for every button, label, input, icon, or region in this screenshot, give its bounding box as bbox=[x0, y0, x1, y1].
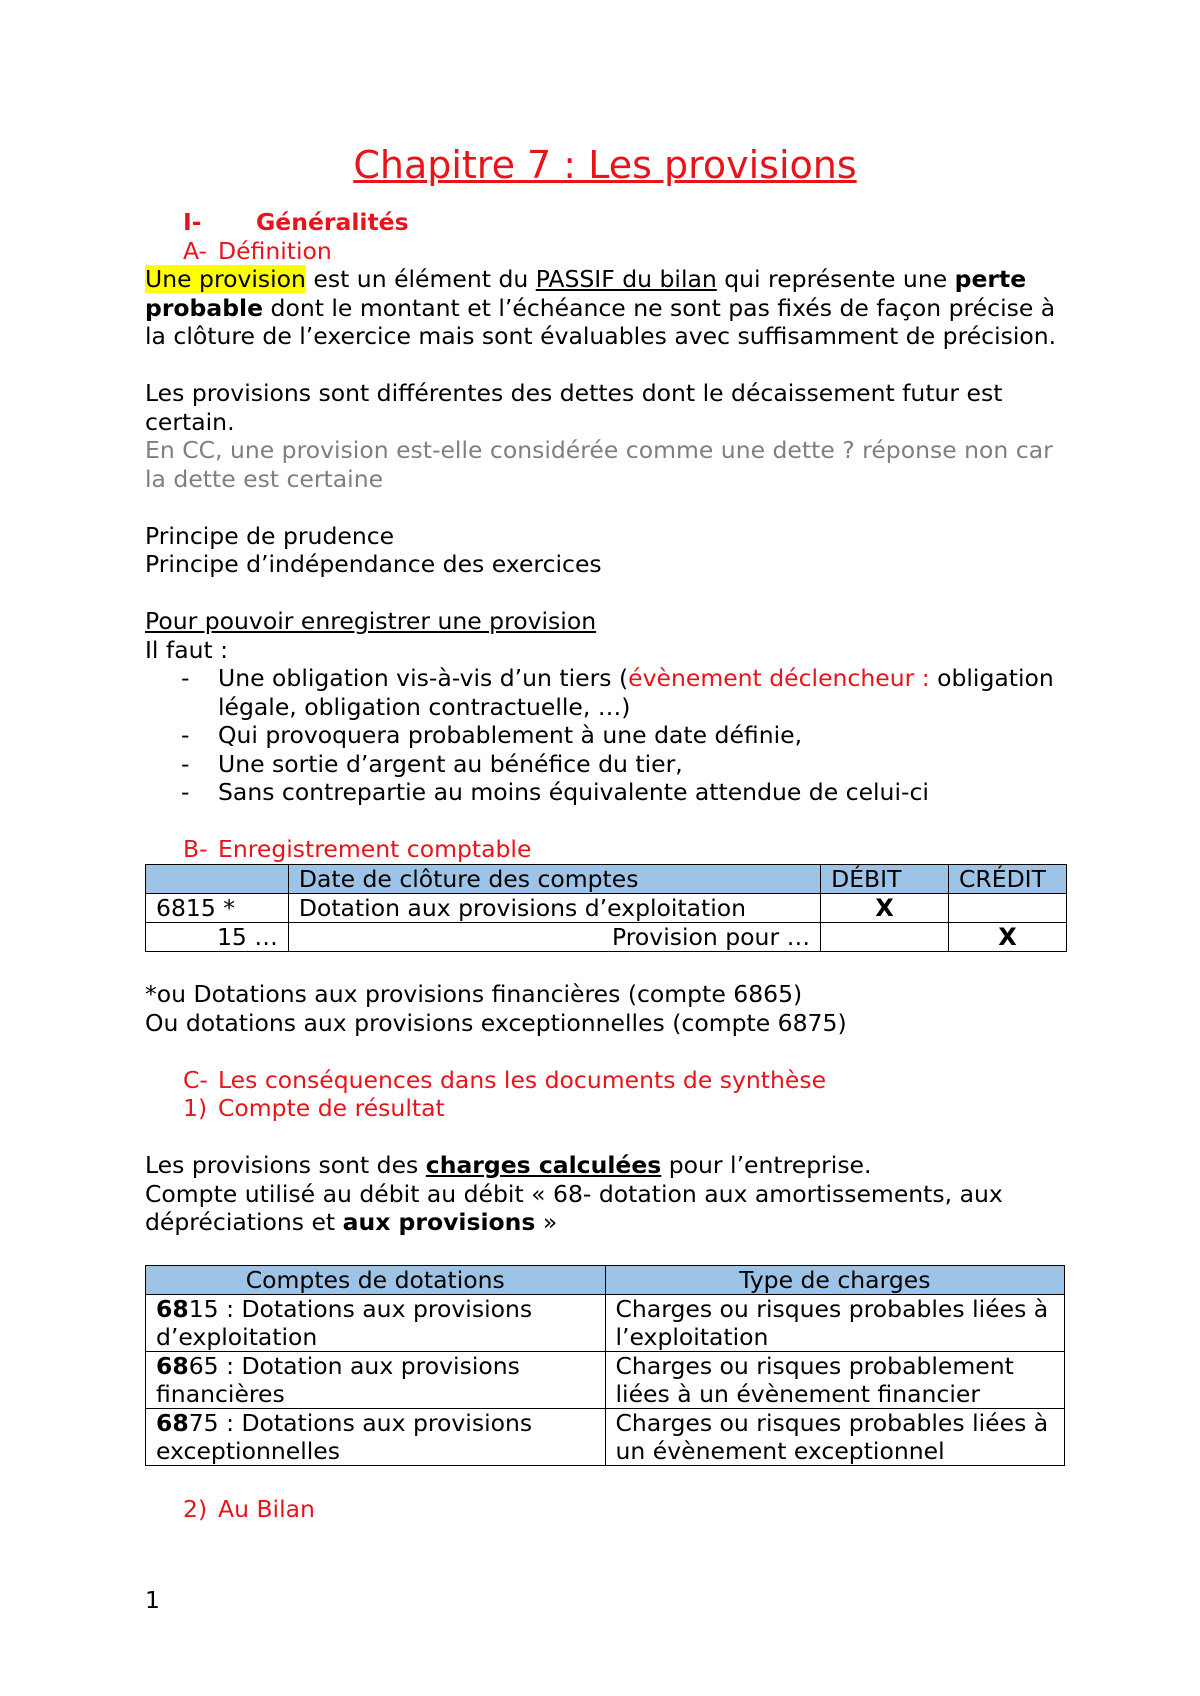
il-faut: Il faut : bbox=[145, 635, 229, 664]
table-header-row bbox=[146, 864, 1067, 893]
underlined-term: PASSIF du bilan bbox=[535, 265, 717, 293]
principle-independence: Principe d’indépendance des exercices bbox=[145, 550, 602, 578]
subheading-enregistrement bbox=[145, 835, 1065, 864]
account-cell bbox=[146, 1295, 606, 1352]
bold-underlined-term: charges calculées bbox=[425, 1151, 662, 1179]
credit-cell: X bbox=[949, 922, 1067, 951]
charges-paragraph bbox=[145, 1151, 1065, 1180]
account-prefix: 68 bbox=[156, 1295, 189, 1323]
compte-paragraph bbox=[145, 1180, 1065, 1237]
subheading-number: 2) bbox=[183, 1494, 208, 1523]
account-label: 15 : Dotations aux provisions d’exploitation bbox=[156, 1295, 533, 1351]
table-header-cell: Date de clôture des comptes bbox=[288, 864, 820, 893]
list-item: - Une sortie d’argent au bénéfice du tier, bbox=[218, 750, 1065, 779]
text-run: qui représente une bbox=[716, 265, 955, 293]
subheading-bilan bbox=[145, 1495, 1065, 1524]
subheading-label: Enregistrement comptable bbox=[218, 835, 532, 863]
page-title: Chapitre 7 : Les provisions bbox=[353, 143, 857, 187]
subheading-number: 1) bbox=[183, 1094, 208, 1122]
list-item bbox=[218, 664, 1065, 721]
list-item: - Qui provoquera probablement à une date définie, bbox=[218, 721, 1065, 750]
text-run: obligation légale, obligation contractuelle, …) bbox=[218, 664, 1054, 721]
account-cell: 6815 * bbox=[146, 893, 289, 922]
subheading-number: C- bbox=[183, 1065, 208, 1094]
text-run: Les provisions sont des bbox=[145, 1151, 426, 1179]
type-cell: Charges ou risques probables liées à un évènement exceptionnel bbox=[605, 1409, 1064, 1466]
text-run: dont le montant et l’échéance ne sont pas fixés de façon précise à la clôture de l’exercice mais sont évaluables avec suffisamment de précision. bbox=[145, 293, 1057, 350]
table-row bbox=[146, 893, 1067, 922]
principle-prudence: Principe de prudence bbox=[145, 521, 395, 550]
highlighted-term: Une provision bbox=[145, 265, 306, 293]
subheading-label: Compte de résultat bbox=[218, 1094, 445, 1122]
section-heading-generalites bbox=[145, 208, 1065, 237]
cc-note: En CC, une provision est-elle considérée comme une dette ? réponse non car la dette est certaine bbox=[145, 436, 1053, 493]
debit-cell bbox=[821, 922, 949, 951]
subheading-number: A- bbox=[183, 236, 208, 265]
table-header-cell: CRÉDIT bbox=[949, 864, 1067, 893]
debit-cell: X bbox=[821, 893, 949, 922]
type-cell: Charges ou risques probablement liées à un évènement financier bbox=[605, 1352, 1064, 1409]
table-header-row bbox=[146, 1266, 1065, 1295]
table-row bbox=[146, 1295, 1065, 1352]
subheading-label: Définition bbox=[218, 236, 332, 265]
text-run: » bbox=[535, 1208, 558, 1236]
account-cell bbox=[146, 1352, 606, 1409]
account-label: 75 : Dotations aux provisions exceptionnelles bbox=[156, 1409, 533, 1465]
table-row bbox=[146, 1352, 1065, 1409]
table-header-cell: DÉBIT bbox=[821, 864, 949, 893]
account-cell: 15 … bbox=[146, 922, 289, 951]
subheading-compte-resultat bbox=[145, 1094, 1065, 1123]
subheading-definition bbox=[145, 237, 1065, 266]
dotations-table bbox=[145, 1265, 1065, 1466]
subheading-consequences bbox=[145, 1066, 1065, 1095]
table-header-cell: Type de charges bbox=[605, 1266, 1064, 1295]
bold-term: perte probable bbox=[145, 265, 1027, 322]
bold-term: aux provisions bbox=[342, 1208, 536, 1236]
conditions-list bbox=[145, 664, 1065, 807]
table-row bbox=[146, 1409, 1065, 1466]
text-run: pour l’entreprise. bbox=[661, 1151, 872, 1179]
record-heading: Pour pouvoir enregistrer une provision bbox=[145, 607, 597, 635]
account-prefix: 68 bbox=[156, 1352, 189, 1380]
text-run: Une obligation vis-à-vis d’un tiers ( bbox=[218, 664, 629, 692]
subheading-label: Au Bilan bbox=[218, 1494, 315, 1523]
subheading-label: Les conséquences dans les documents de synthèse bbox=[218, 1065, 827, 1094]
type-cell: Charges ou risques probables liées à l’exploitation bbox=[605, 1295, 1064, 1352]
dettes-paragraph: Les provisions sont différentes des dettes dont le décaissement futur est certain. bbox=[145, 379, 1003, 436]
footnote-financieres: *ou Dotations aux provisions financières (compte 6865) bbox=[145, 980, 803, 1008]
document-page bbox=[145, 140, 1065, 1523]
text-run: Compte utilisé au débit au débit « 68- dotation aux amortissements, aux dépréciations et bbox=[145, 1179, 1003, 1236]
label-cell: Dotation aux provisions d’exploitation bbox=[288, 893, 820, 922]
text-run: est un élément du bbox=[305, 265, 536, 293]
credit-cell bbox=[949, 893, 1067, 922]
section-number: I- bbox=[183, 208, 202, 236]
table-row bbox=[146, 922, 1067, 951]
journal-table bbox=[145, 864, 1067, 952]
red-text: évènement déclencheur : bbox=[628, 664, 930, 692]
account-cell bbox=[146, 1409, 606, 1466]
label-cell: Provision pour … bbox=[288, 922, 820, 951]
table-cell bbox=[146, 864, 289, 893]
table-header-cell: Comptes de dotations bbox=[146, 1266, 606, 1295]
account-label: 65 : Dotation aux provisions financières bbox=[156, 1352, 520, 1408]
list-item: - Sans contrepartie au moins équivalente attendue de celui-ci bbox=[218, 778, 1065, 807]
account-prefix: 68 bbox=[156, 1409, 189, 1437]
definition-paragraph bbox=[145, 265, 1065, 351]
subheading-number: B- bbox=[183, 835, 208, 863]
footnote-exceptionnelles: Ou dotations aux provisions exceptionnelles (compte 6875) bbox=[145, 1008, 847, 1037]
section-label: Généralités bbox=[256, 208, 409, 236]
page-number: 1 bbox=[145, 1586, 160, 1614]
